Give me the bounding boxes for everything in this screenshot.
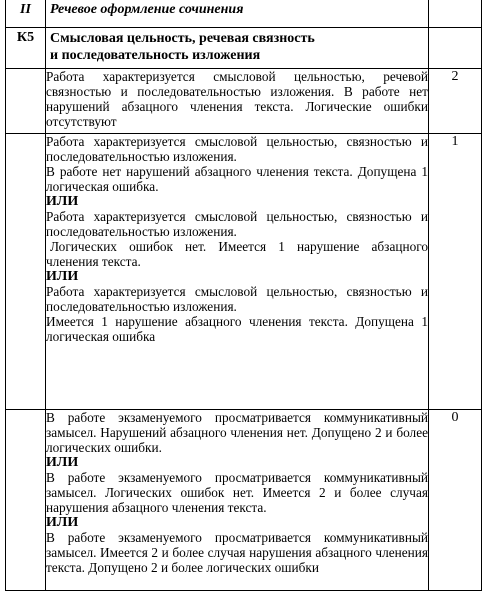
criterion-code: К5: [6, 28, 46, 69]
description-paragraph: Работа характеризуется смысловой цельностью, связностью и последовательностью изложения.: [46, 134, 428, 164]
or-separator: ИЛИ: [46, 194, 79, 209]
description-paragraph: В работе экзаменуемого просматривается коммуникативный замысел. Логических ошибок нет. Имеется 2 и более случая нарушения абзацного членения текста.: [46, 470, 428, 515]
criterion-title-line1: Смысловая цельность, речевая связность: [50, 31, 315, 46]
criterion-title: [46, 28, 429, 69]
score-value: 0: [429, 410, 482, 591]
criterion-title-line2: и последовательность изложения: [50, 48, 261, 63]
or-separator: ИЛИ: [46, 455, 79, 470]
description-paragraph: Работа характеризуется смысловой цельностью, связностью и последовательностью изложения.: [46, 209, 428, 239]
section-header-row: [6, 0, 482, 28]
section-code: II: [6, 0, 46, 28]
description-paragraph: В работе экзаменуемого просматривается коммуникативный замысел. Нарушений абзацного членения нет. Допущено 2 и более логических ошибки.: [46, 410, 428, 455]
description-paragraph: Имеется 1 нарушение абзацного членения текста. Допущена 1 логическая ошибка: [46, 314, 428, 344]
score-value: 1: [429, 134, 482, 410]
score-2-description: [46, 69, 429, 134]
criterion-score-cell: [429, 28, 482, 69]
section-score-cell: [429, 0, 482, 28]
score-value: 2: [429, 69, 482, 134]
or-separator: ИЛИ: [46, 515, 79, 530]
criterion-row: [6, 28, 482, 69]
score-1-description: [46, 134, 429, 410]
empty-code-cell: [6, 69, 46, 134]
or-separator: ИЛИ: [46, 269, 79, 284]
description-paragraph: В работе нет нарушений абзацного членения текста. Допущена 1 логическая ошибка.: [46, 164, 428, 194]
score-row-1: [6, 134, 482, 410]
description-paragraph: Логических ошибок нет. Имеется 1 нарушение абзацного членения текста.: [46, 239, 428, 269]
description-paragraph: В работе экзаменуемого просматривается коммуникативный замысел. Имеется 2 и более случая нарушения абзацного членения текста. Допущено 2 и более логических ошибки: [46, 530, 428, 575]
section-title: Речевое оформление сочинения: [46, 0, 429, 28]
empty-code-cell: [6, 134, 46, 410]
description-paragraph: Работа характеризуется смысловой цельностью, речевой связностью и последовательностью изложения. В работе нет нарушений абзацного членения текста. Логические ошибки отсутствуют: [46, 69, 428, 129]
description-paragraph: Работа характеризуется смысловой цельностью, связностью и последовательностью изложения.: [46, 284, 428, 314]
score-row-2: [6, 69, 482, 134]
score-0-description: [46, 410, 429, 591]
criteria-table: [5, 0, 482, 591]
empty-code-cell: [6, 410, 46, 591]
score-row-0: [6, 410, 482, 591]
